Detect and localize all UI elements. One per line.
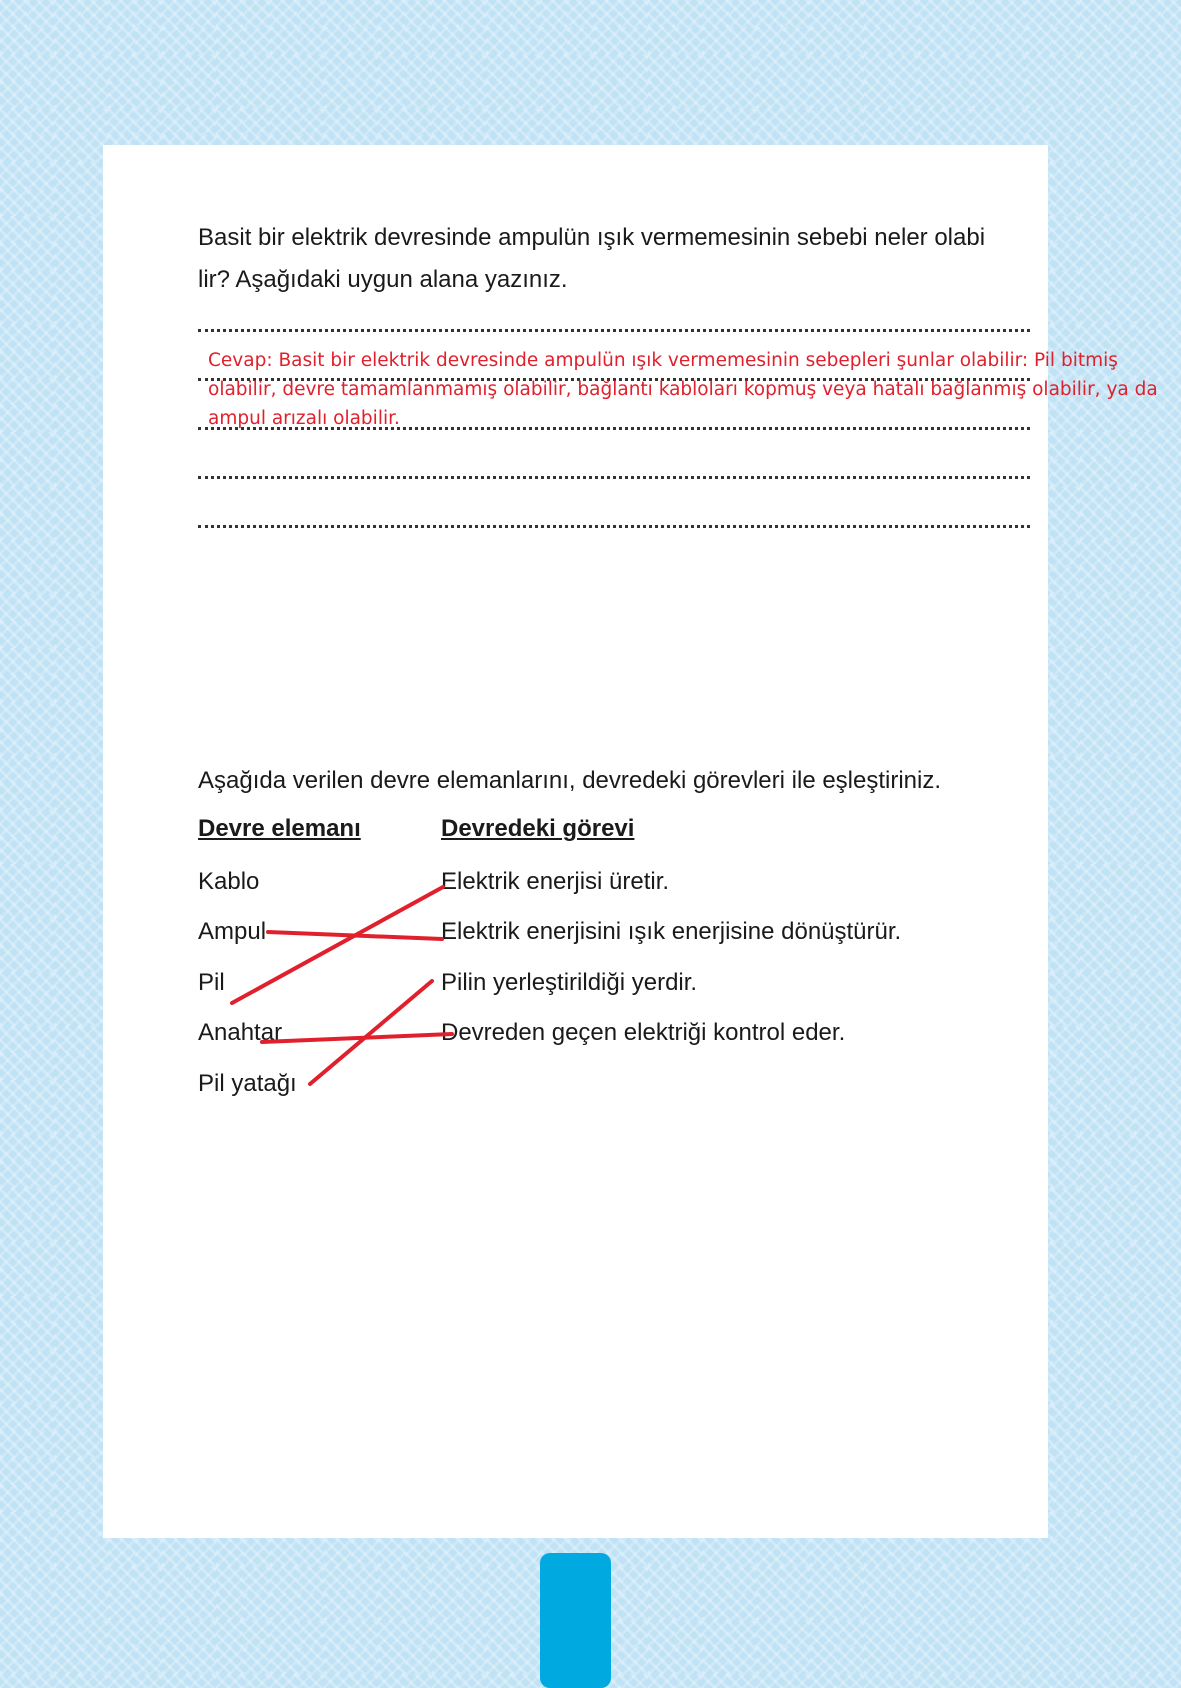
page-number-tab (540, 1553, 611, 1688)
element-ampul: Ampul (198, 918, 267, 945)
function-light-conversion: Elektrik enerjisini ışık enerjisine dönüştürür. (441, 918, 902, 945)
element-column-header: Devre elemanı (198, 815, 361, 842)
answer-line-4 (198, 476, 1030, 479)
element-kablo: Kablo (198, 868, 260, 895)
question-2-prompt: Aşağıda verilen devre elemanlarını, devredeki görevleri ile eşleştiriniz. (198, 767, 942, 794)
function-energy-source: Elektrik enerjisi üretir. (441, 868, 670, 895)
answer-line-5 (198, 525, 1030, 528)
function-battery-holder: Pilin yerleştirildiği yerdir. (441, 969, 698, 996)
element-pil-yatagi: Pil yatağı (198, 1070, 297, 1097)
element-anahtar: Anahtar (198, 1019, 283, 1046)
question-1-line-1: Basit bir elektrik devresinde ampulün ışık vermemesinin sebebi neler olabi (198, 224, 986, 251)
handwritten-answer: Cevap: Basit bir elektrik devresinde ampulün ışık vermemesinin sebepleri şunlar olabilir: Pil bitmiş olabilir, devre tamamlanmamış olabilir, bağlantı kabloları kopmuş veya hatalı bağlanmış olabilir, ya da ampul arızalı olabilir. (208, 350, 1158, 429)
function-column-header: Devredeki görevi (441, 815, 635, 842)
function-switch-control: Devreden geçen elektriği kontrol eder. (441, 1019, 846, 1046)
element-pil: Pil (198, 969, 225, 996)
question-1-line-2: lir? Aşağıdaki uygun alana yazınız. (198, 266, 568, 293)
question-1-text (198, 217, 1038, 301)
answer-line-1 (198, 329, 1030, 332)
